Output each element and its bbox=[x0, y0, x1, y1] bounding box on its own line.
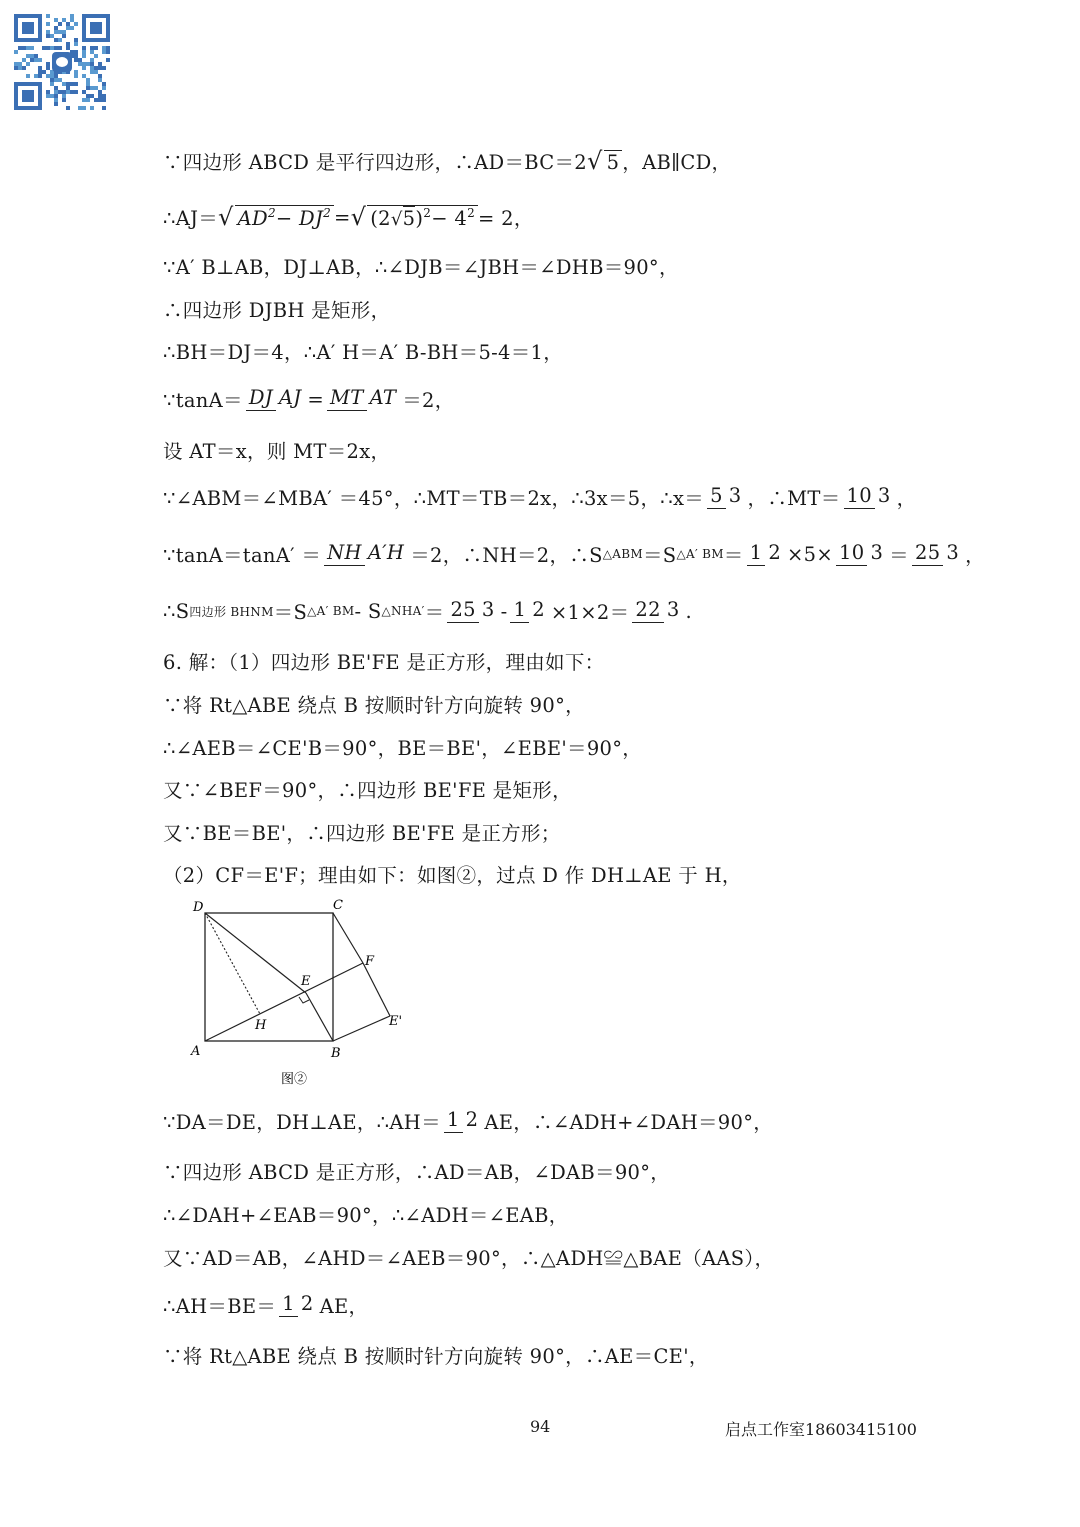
label-e: E bbox=[301, 974, 311, 989]
line-13: ∴∠AEB＝∠CE'B＝90°，BE＝BE'，∠EBE'＝90°， bbox=[163, 737, 643, 760]
line-be2 bbox=[333, 1016, 390, 1041]
line-1: ∵四边形 ABCD 是平行四边形，∴AD＝BC＝2 √ 5 ，AB∥CD， bbox=[163, 147, 732, 175]
geometry-figure bbox=[185, 893, 425, 1093]
line-5: ∴BH＝DJ＝4，∴A′ H＝A′ B-BH＝5-4＝1， bbox=[163, 341, 564, 364]
line-8: ∵∠ABM＝∠MBA′ ＝45°，∴MT＝TB＝2x，∴3x＝5，∴x＝ 5 3 ，∴MT＝ 10 3 ， bbox=[163, 484, 917, 510]
label-c: C bbox=[333, 898, 343, 913]
line-7: 设 AT＝x，则 MT＝2x， bbox=[163, 440, 391, 463]
line-21: ∴AH＝BE＝ 1 2 AE， bbox=[163, 1292, 369, 1318]
line-20: 又∵AD＝AB，∠AHD＝∠AEB＝90°，∴△ADH≌△BAE（AAS）， bbox=[163, 1247, 775, 1270]
line-2: ∴AJ＝ √ AD2− DJ2 = √ (2√5)2− 42 = 2， bbox=[163, 203, 534, 231]
line-17: ∵DA＝DE，DH⊥AE，∴AH＝ 1 2 AE，∴∠ADH+∠DAH＝90°， bbox=[163, 1108, 774, 1134]
line-cf bbox=[333, 913, 363, 963]
right-angle-mark bbox=[299, 997, 309, 1003]
line-22: ∵将 Rt△ABE 绕点 B 按顺时针方向旋转 90°，∴AE＝CE'， bbox=[163, 1345, 709, 1368]
line-de bbox=[205, 913, 306, 993]
line-9: ∵tanA＝tanA′ ＝ NH A′H ＝2，∴NH＝2，∴S △ABM ＝S △A′ BM ＝ 1 2 ×5× 10 3 ＝ 25 3 ， bbox=[163, 541, 985, 567]
label-b: B bbox=[331, 1046, 341, 1061]
line-15: 又∵BE＝BE'，∴四边形 BE'FE 是正方形； bbox=[163, 822, 561, 845]
line-3: ∵A′ B⊥AB，DJ⊥AB，∴∠DJB＝∠JBH＝∠DHB＝90°， bbox=[163, 256, 679, 279]
line-14: 又∵∠BEF＝90°，∴四边形 BE'FE 是矩形， bbox=[163, 779, 572, 802]
line-12: ∵将 Rt△ABE 绕点 B 按顺时针方向旋转 90°， bbox=[163, 694, 585, 717]
line-fe2 bbox=[363, 963, 390, 1016]
line-6: ∵tanA＝ DJ AJ = MT AT ＝2， bbox=[163, 386, 455, 412]
studio-contact: 启点工作室18603415100 bbox=[725, 1420, 917, 1439]
label-f: F bbox=[365, 954, 375, 969]
line-19: ∴∠DAH+∠EAB＝90°，∴∠ADH＝∠EAB， bbox=[163, 1204, 569, 1227]
line-dh-dotted bbox=[205, 913, 260, 1014]
line-11: 6. 解：（1）四边形 BE'FE 是正方形，理由如下： bbox=[163, 651, 605, 674]
line-18: ∵四边形 ABCD 是正方形，∴AD＝AB，∠DAB＝90°， bbox=[163, 1161, 671, 1184]
label-d: D bbox=[193, 900, 204, 915]
line-4: ∴四边形 DJBH 是矩形， bbox=[163, 299, 391, 322]
label-e-prime: E' bbox=[389, 1014, 403, 1029]
line-16: （2）CF＝E'F；理由如下：如图②，过点 D 作 DH⊥AE 于 H， bbox=[163, 864, 742, 887]
line-eb bbox=[306, 993, 333, 1041]
wechat-qr-code bbox=[14, 14, 110, 110]
label-h: H bbox=[255, 1018, 267, 1033]
figure-caption: 图② bbox=[281, 1072, 308, 1087]
label-a: A bbox=[191, 1044, 201, 1059]
square-abcd bbox=[205, 913, 333, 1041]
line-10: ∴S 四边形 BHNM ＝S △A′ BM - S △NHA′ ＝ 25 3 - 1 2 ×1×2＝ 22 3 . bbox=[163, 598, 693, 624]
line-af bbox=[205, 963, 363, 1041]
page-number: 94 bbox=[530, 1417, 551, 1436]
